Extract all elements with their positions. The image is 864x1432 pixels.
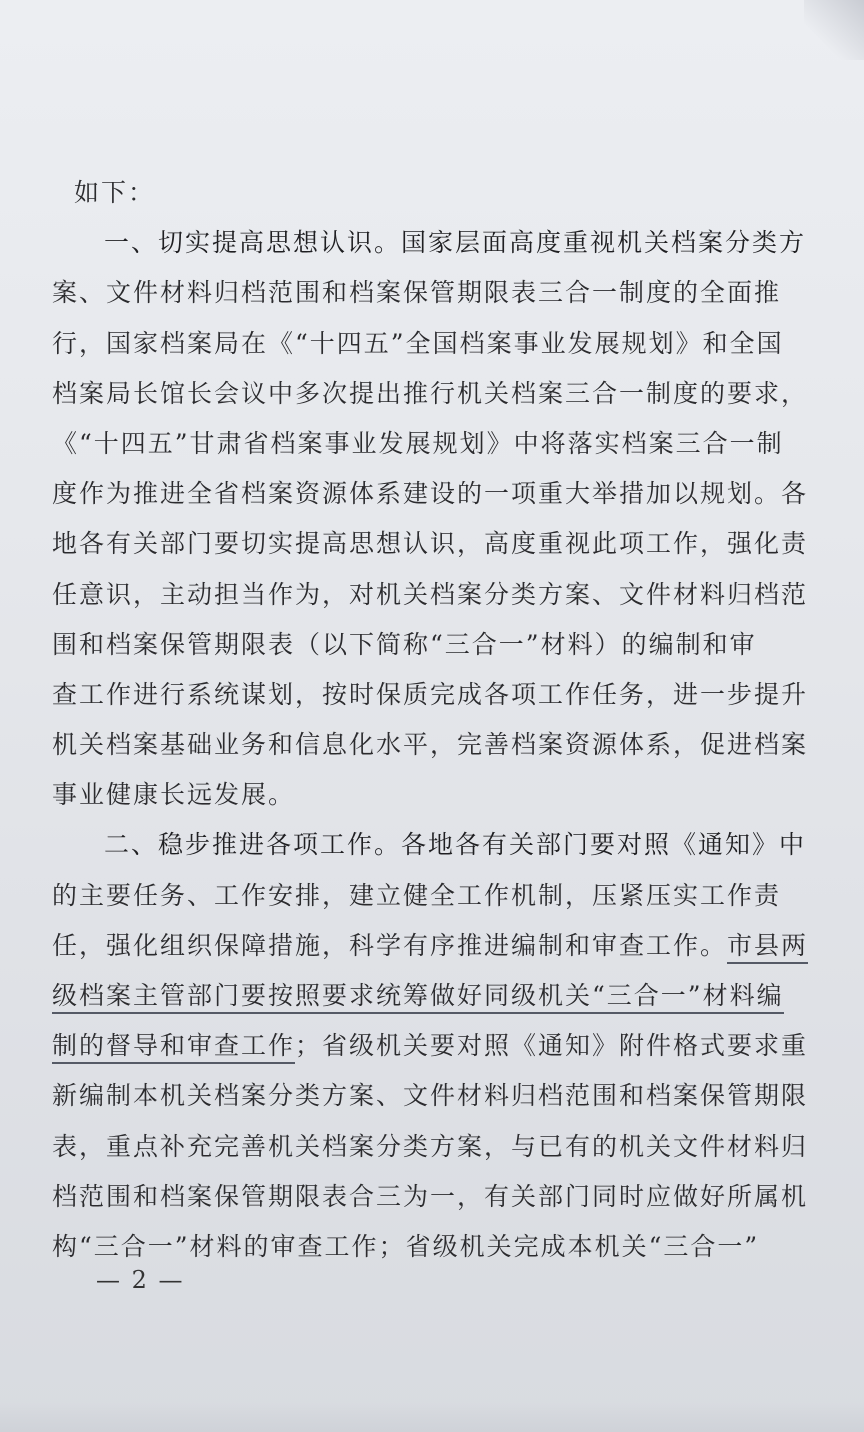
text-line — [52, 921, 842, 971]
text-line: 的主要任务、工作安排，建立健全工作机制，压紧压实工作责 — [52, 880, 782, 910]
underlined-text: 市县两 — [727, 931, 808, 964]
underlined-text: 制的督导和审查工作 — [52, 1031, 295, 1064]
text-line: 档范围和档案保管期限表合三为一，有关部门同时应做好所属机 — [52, 1181, 809, 1211]
text-line: 机关档案基础业务和信息化水平，完善档案资源体系，促进档案 — [52, 730, 809, 760]
text-line: 任意识，主动担当作为，对机关档案分类方案、文件材料归档范 — [52, 579, 809, 609]
text-line — [52, 1021, 842, 1071]
page-number: — 2 — — [96, 1266, 185, 1294]
text-line: 事业健康长远发展。 — [52, 780, 296, 810]
text-segment: 任，强化组织保障措施，科学有序推进编制和审查工作。 — [52, 930, 728, 960]
section-two-heading-line: 二、稳步推进各项工作。各地各有关部门要对照《通知》中 — [104, 830, 807, 860]
text-line: 构“三合一”材料的审查工作；省级机关完成本机关“三合一” — [52, 1231, 760, 1261]
text-line: 围和档案保管期限表（以下简称“三合一”材料）的编制和审 — [52, 629, 757, 659]
section-one-heading-line: 一、切实提高思想认识。国家层面高度重视机关档案分类方 — [104, 228, 807, 258]
text-line — [52, 971, 842, 1021]
page-bottom-edge — [0, 1402, 864, 1432]
text-segment: ；省级机关要对照《通知》附件格式要求重 — [295, 1031, 809, 1061]
text-line: 地各有关部门要切实提高思想认识，高度重视此项工作，强化责 — [52, 529, 809, 559]
text-line: 《“十四五”甘肃省档案事业发展规划》中将落实档案三合一制 — [52, 428, 784, 458]
text-line: 新编制本机关档案分类方案、文件材料归档范围和档案保管期限 — [52, 1081, 809, 1111]
text-line: 行，国家档案局在《“十四五”全国档案事业发展规划》和全国 — [52, 328, 784, 358]
text-line: 度作为推进全省档案资源体系建设的一项重大举措加以规划。各 — [52, 479, 809, 509]
text-line: 表，重点补充完善机关档案分类方案，与已有的机关文件材料归 — [52, 1131, 809, 1161]
text-line: 查工作进行系统谋划，按时保质完成各项工作任务，进一步提升 — [52, 679, 809, 709]
page-corner-shadow — [804, 0, 864, 60]
text-line: 案、文件材料归档范围和档案保管期限表三合一制度的全面推 — [52, 278, 782, 308]
text-line: 如下： — [74, 178, 156, 207]
document-body — [52, 168, 842, 1272]
text-line: 档案局长馆长会议中多次提出推行机关档案三合一制度的要求， — [52, 378, 809, 408]
underlined-text: 级档案主管部门要按照要求统筹做好同级机关“三合一”材料编 — [52, 981, 784, 1014]
